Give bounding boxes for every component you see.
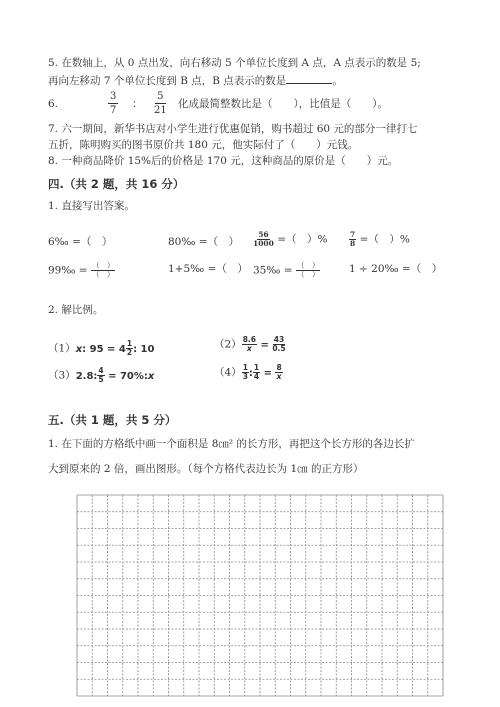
- grid-paper[interactable]: [76, 494, 444, 697]
- s4-r2-c3-paren-num: （ ）: [296, 261, 320, 270]
- eq4-c-den: x: [276, 372, 282, 381]
- s4-r1-c4-den: 8: [350, 239, 356, 248]
- s4-r2-c1: [48, 262, 115, 279]
- eq4: [214, 364, 283, 381]
- eq2-right-den: 0.5: [272, 344, 286, 353]
- section4-q2-title: 2. 解比例。: [48, 304, 104, 316]
- q6-fraction-a: [108, 90, 118, 117]
- section5-q1-line1: 1. 在下面的方格纸中画一个面积是 8㎝² 的长方形，再把这个长方形的各边长扩: [48, 438, 415, 450]
- eq3: [48, 367, 154, 384]
- q6-fraction-b: [154, 90, 167, 117]
- eq2-left-den: x: [246, 344, 252, 353]
- eq4-label: （4）: [214, 366, 242, 379]
- s4-r2-c1-paren-num: （ ）: [91, 261, 115, 270]
- section5-q1-line2: 大到原来的 2 倍，画出图形。（每个方格代表边长为 1㎝ 的正方形）: [48, 463, 364, 475]
- eq3-frac-den: 5: [98, 375, 104, 384]
- q5-answer-blank: [286, 73, 332, 84]
- eq4-a-den: 3: [242, 372, 248, 381]
- s4-r1-c4-rest: =（ ）%: [359, 233, 410, 246]
- q5-line2: 再向左移动 7 个单位长度到 B 点，B 点表示的数是 。: [48, 75, 343, 87]
- eq2-right-num: 43: [273, 335, 285, 344]
- s4-r2-c1-text: 99‰ =: [48, 264, 88, 277]
- s4-r1-c4: [349, 231, 410, 248]
- s4-r2-c3-text: 35‰ =: [253, 264, 293, 277]
- q6-text: 化成最简整数比是（ ），比值是（ ）。: [178, 98, 388, 110]
- q5-line1: 5. 在数轴上，从 0 点出发，向右移动 5 个单位长度到 A 点，A 点表示的数是 5;: [48, 57, 421, 69]
- eq1-frac-den: 2: [126, 348, 133, 357]
- s4-r1-c3-rest: =（ ）%: [277, 233, 328, 246]
- eq1-mid: : 95 = 4: [82, 343, 126, 355]
- eq1-var: x: [75, 343, 83, 355]
- eq4-colon: :: [248, 367, 253, 379]
- s4-r1-c3: [253, 231, 328, 248]
- eq2-left-num: 8.6: [242, 335, 256, 344]
- eq4-equals: =: [263, 367, 272, 379]
- q6-label: 6.: [48, 98, 59, 110]
- eq3-pre: 2.8:: [75, 370, 98, 382]
- eq3-label: （3）: [48, 369, 76, 382]
- eq2-equals: =: [260, 339, 269, 351]
- s4-r2-c3: [253, 262, 320, 279]
- eq4-b-den: 4: [253, 372, 260, 381]
- q6-a-denominator: 7: [110, 105, 117, 116]
- q6-colon: ：: [132, 98, 143, 110]
- eq1-tail: : 10: [133, 343, 155, 355]
- q6-b-numerator: 5: [157, 91, 164, 102]
- s4-r1-c3-num: 56: [258, 230, 269, 239]
- eq3-frac-num: 4: [98, 366, 104, 375]
- s4-r2-c3-paren-den: （ ）: [296, 270, 320, 279]
- s4-r2-c2: 1+5‰ =（ ）: [168, 263, 248, 275]
- q7-line1: 7. 六一期间，新华书店对小学生进行优惠促销，购书超过 60 元的部分一律打七: [48, 123, 418, 135]
- eq1-label: （1）: [48, 342, 76, 355]
- eq4-b-num: 1: [253, 363, 260, 372]
- eq4-c-num: 8: [276, 363, 282, 372]
- s4-r2-c4: 1 ÷ 20‰ =（ ）: [349, 263, 443, 275]
- section4-title: 四.（共 2 题，共 16 分）: [48, 177, 185, 191]
- section4-q1-title: 1. 直接写出答案。: [48, 200, 135, 212]
- q6-b-denominator: 21: [154, 105, 167, 116]
- q7-line2: 五折，陈明购买的图书原价共 180 元，他实际付了（ ）元钱。: [48, 139, 359, 151]
- s4-r2-c1-paren-den: （ ）: [91, 270, 115, 279]
- section5-title: 五.（共 1 题，共 5 分）: [48, 413, 177, 427]
- eq1-frac-num: 1: [126, 339, 133, 348]
- q8-line1: 8. 一种商品降价 15%后的价格是 170 元，这种商品的原价是（ ）元。: [48, 155, 399, 167]
- eq1: [48, 340, 154, 357]
- eq2-label: （2）: [214, 338, 242, 351]
- eq4-a-num: 1: [242, 363, 248, 372]
- eq3-mid: = 70%:: [108, 370, 148, 382]
- s4-r1-c3-den: 1000: [253, 239, 274, 248]
- q6-a-numerator: 3: [110, 91, 117, 102]
- eq2: [214, 336, 286, 353]
- s4-r1-c2: 80‰ =（ ）: [168, 236, 240, 248]
- s4-r1-c4-num: 7: [350, 230, 356, 239]
- eq3-var: x: [147, 370, 155, 382]
- s4-r1-c1: 6‰ =（ ）: [48, 236, 113, 248]
- q5-line2-text: 再向左移动 7 个单位长度到 B 点，B 点表示的数是: [48, 75, 287, 87]
